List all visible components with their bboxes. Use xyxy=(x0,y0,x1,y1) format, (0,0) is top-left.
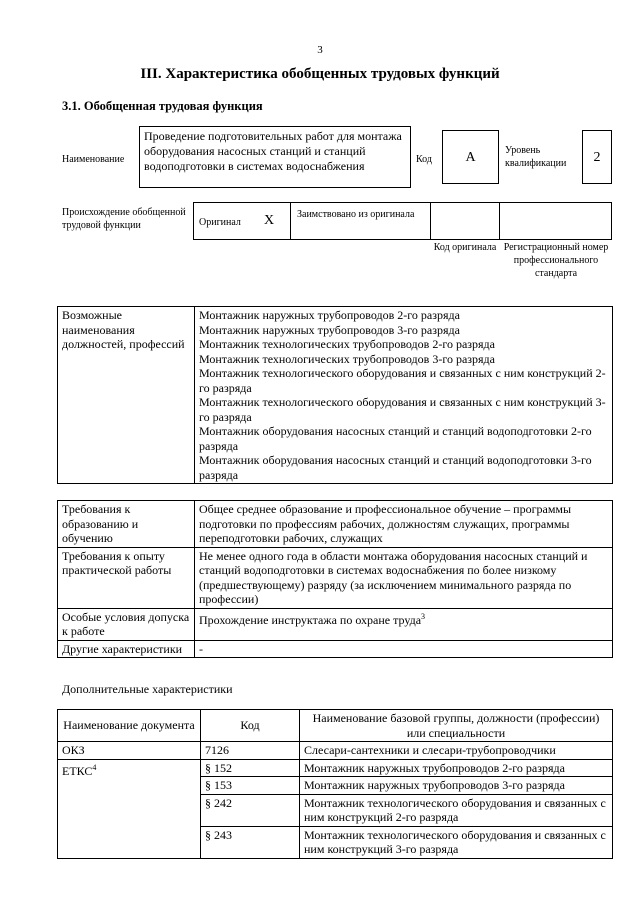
row-code: § 243 xyxy=(201,826,300,858)
position-item: Монтажник технологического оборудования и связанных с ним конструкций 3-го разряда xyxy=(199,395,606,424)
position-item: Монтажник оборудования насосных станций и станций водоподготовки 2-го разряда xyxy=(199,424,592,453)
subsection-title: 3.1. Обобщенная трудовая функция xyxy=(62,99,263,113)
special-label: Особые условия допуска к работе xyxy=(58,608,195,640)
origin-code-box xyxy=(430,202,500,240)
position-item: Монтажник наружных трубопроводов 3-го разряда xyxy=(199,322,460,337)
origin-borrowed-label: Заимствовано из оригинала xyxy=(297,209,415,220)
row-doc: ОКЗ xyxy=(58,742,201,760)
row-doc-footnote: 4 xyxy=(92,762,97,772)
col-code: Код xyxy=(201,710,300,742)
row-code: 7126 xyxy=(201,742,300,760)
origin-borrowed-box xyxy=(290,202,431,240)
origin-label: Происхождение обобщенной трудовой функции xyxy=(62,207,186,231)
level-value-box xyxy=(582,130,612,184)
table-row xyxy=(58,742,613,760)
special-cell xyxy=(195,608,613,640)
row-name: Монтажник технологического оборудования и связанных с ним конструкций 3-го разряда xyxy=(300,826,613,858)
origin-original-mark: X xyxy=(264,213,275,228)
origin-reg-caption: Регистрационный номер профессионального стандарта xyxy=(503,242,609,279)
row-code: § 242 xyxy=(201,794,300,826)
additional-title: Дополнительные характеристики xyxy=(62,682,233,696)
positions-label: Возможные наименования должностей, профессий xyxy=(58,307,195,484)
table-row xyxy=(58,759,613,777)
positions-list xyxy=(195,307,613,484)
positions-table xyxy=(57,306,613,484)
row-name: Монтажник наружных трубопроводов 3-го разряда xyxy=(300,777,613,795)
exp-value: Не менее одного года в области монтажа оборудования насосных станций и станций водоподготовки в системах водоснабжения по более низкому (предшествующему) разряду (за исключением минимального разряда по профессии) xyxy=(195,547,613,608)
special-value: Прохождение инструктажа по охране труда xyxy=(199,612,422,627)
special-footnote: 3 xyxy=(421,611,426,621)
level-value: 2 xyxy=(593,150,601,165)
origin-original-box xyxy=(193,202,291,240)
origin-code-caption: Код оригинала xyxy=(433,242,497,253)
position-item: Монтажник технологического оборудования и связанных с ним конструкций 2-го разряда xyxy=(199,366,606,395)
name-label: Наименование xyxy=(62,154,125,165)
row-name: Монтажник технологического оборудования и связанных с ним конструкций 2-го разряда xyxy=(300,794,613,826)
code-value: A xyxy=(465,150,476,165)
other-value: - xyxy=(195,640,613,658)
other-label: Другие характеристики xyxy=(58,640,195,658)
code-label: Код xyxy=(416,154,432,165)
edu-label: Требования к образованию и обучению xyxy=(58,501,195,548)
origin-original-label: Оригинал xyxy=(199,217,241,228)
position-item: Монтажник наружных трубопроводов 2-го разряда xyxy=(199,308,460,322)
position-item: Монтажник технологических трубопроводов 3-го разряда xyxy=(199,351,495,366)
row-code: § 152 xyxy=(201,759,300,777)
position-item: Монтажник технологических трубопроводов 2-го разряда xyxy=(199,337,495,351)
exp-label: Требования к опыту практической работы xyxy=(58,547,195,608)
position-item: Монтажник оборудования насосных станций и станций водоподготовки 3-го разряда xyxy=(199,453,592,482)
row-doc-text: ЕТКС xyxy=(62,763,93,778)
col-doc: Наименование документа xyxy=(58,710,201,742)
additional-table xyxy=(57,709,613,859)
section-title: III. Характеристика обобщенных трудовых функций xyxy=(140,66,500,82)
requirements-table xyxy=(57,500,613,658)
row-name: Слесари-сантехники и слесари-трубопроводчики xyxy=(300,742,613,760)
col-name: Наименование базовой группы, должности (профессии) или специальности xyxy=(300,710,613,742)
level-label: Уровень квалификации xyxy=(505,145,567,169)
code-value-box xyxy=(442,130,499,184)
row-code: § 153 xyxy=(201,777,300,795)
edu-value: Общее среднее образование и профессиональное обучение – программы подготовки по профессиям рабочих, должностям служащих, программы переподготовки рабочих, служащих xyxy=(195,501,613,548)
name-value: Проведение подготовительных работ для монтажа оборудования насосных станций и станций водоподготовки в системах водоснабжения xyxy=(144,129,402,173)
page-number: 3 xyxy=(317,44,323,56)
origin-reg-box xyxy=(499,202,612,240)
row-doc xyxy=(58,759,201,858)
row-name: Монтажник наружных трубопроводов 2-го разряда xyxy=(300,759,613,777)
name-value-box xyxy=(139,126,411,188)
